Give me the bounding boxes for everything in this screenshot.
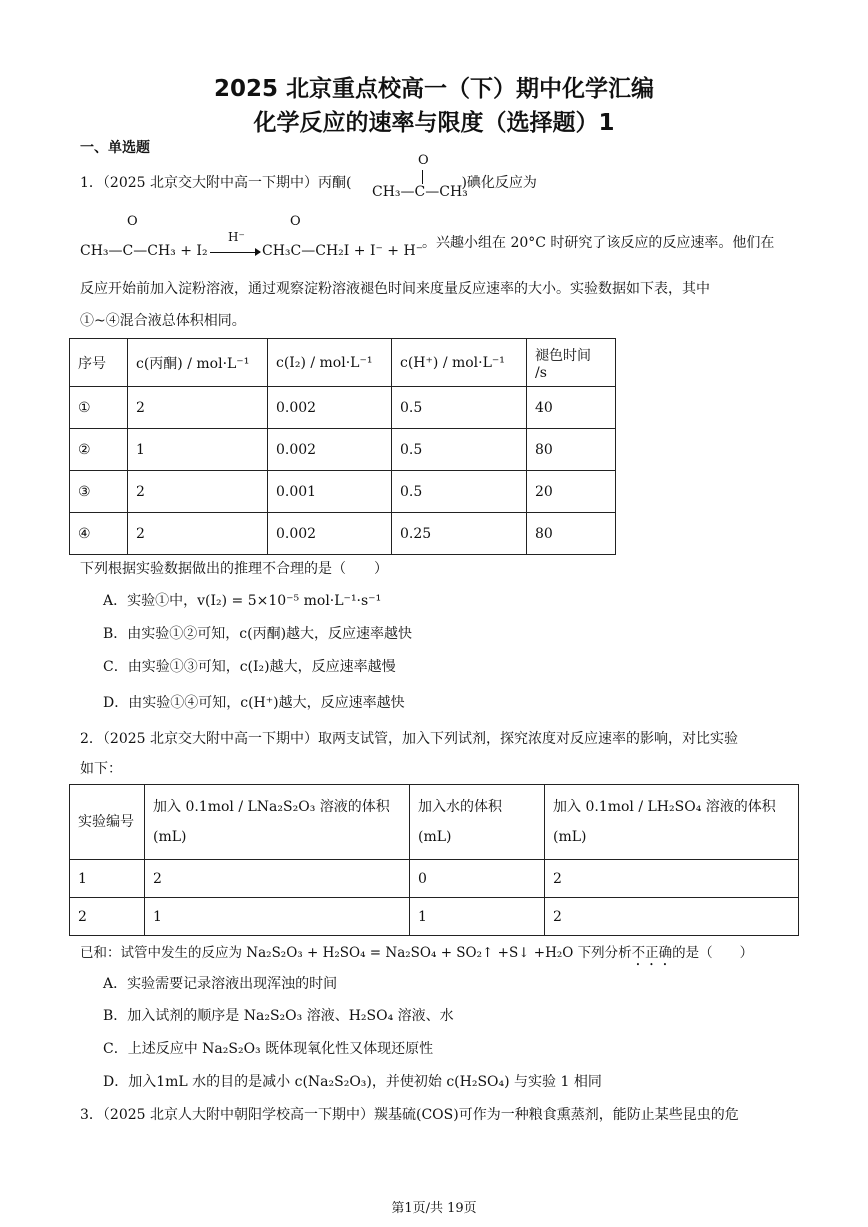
q2-option-c: C．上述反应中 Na₂S₂O₃ 既体现氧化性又体现还原性 [103,1041,434,1057]
table-cell: 0 [410,860,545,898]
q1-text1: 。兴趣小组在 20°C 时研究了该反应的反应速率。他们在 [422,235,775,251]
table-cell: 1 [145,898,410,936]
q3-intro: 3．（2025 北京人大附中朝阳学校高一下期中）羰基硫(COS)可作为一种粮食熏蒸剂，能防止某些昆虫的危 [80,1107,739,1123]
table-cell: ③ [70,471,128,513]
table-row [70,387,616,429]
q2-option-b: B．加入试剂的顺序是 Na₂S₂O₃ 溶液、H₂SO₄ 溶液、水 [103,1008,454,1024]
q1-text3: ①~④混合液总体积相同。 [80,313,246,329]
table-header: c(I₂) / mol·L⁻¹ [268,339,392,387]
q1-option-d: D．由实验①④可知，c(H⁺)越大，反应速率越快 [103,695,405,711]
table-cell: 80 [527,429,616,471]
table-cell: 1 [410,898,545,936]
table-cell: 80 [527,513,616,555]
table-cell: 2 [128,387,268,429]
table-header: c(丙酮) / mol·L⁻¹ [128,339,268,387]
reaction-right: CH₃C—CH₂I + I⁻ + H⁻ [262,243,424,259]
q1-table [69,338,616,555]
table-header: 加入水的体积 (mL) [410,785,545,860]
arrow-head-icon [255,248,261,256]
table-cell: 1 [70,860,145,898]
table-cell: 2 [128,471,268,513]
table-cell: 1 [128,429,268,471]
page-title: 2025 北京重点校高一（下）期中化学汇编 [213,76,655,102]
table-cell: 0.002 [268,429,392,471]
table-cell: 40 [527,387,616,429]
table-cell: 2 [70,898,145,936]
acetone-formula: CH₃—C—CH₃ [372,184,468,200]
reaction-o-right: O [290,214,301,229]
q2-option-d: D．加入1mL 水的目的是减小 c(Na₂S₂O₃)，并使初始 c(H₂SO₄) 与实验 1 相同 [103,1074,602,1090]
acetone-formula-o: O [418,153,429,168]
table-cell: 2 [128,513,268,555]
table-header: 加入 0.1mol / LH₂SO₄ 溶液的体积 (mL) [545,785,799,860]
table-cell: 20 [527,471,616,513]
q2-table [69,784,799,936]
page-subtitle: 化学反应的速率与限度（选择题）1 [253,110,615,136]
page-footer: 第1页/共 19页 [391,1201,477,1216]
q2-option-a: A．实验需要记录溶液出现浑浊的时间 [103,976,338,992]
q2-known: 已和：试管中发生的反应为 Na₂S₂O₃ + H₂SO₄ = Na₂SO₄ + SO₂↑ +S↓ +H₂O 下列分析不正确的是（ ） [80,945,754,961]
table-cell: ② [70,429,128,471]
table-cell: 2 [545,898,799,936]
table-header: c(H⁺) / mol·L⁻¹ [392,339,527,387]
table-cell: 0.001 [268,471,392,513]
section-heading: 一、单选题 [80,140,150,156]
q1-option-b: B．由实验①②可知，c(丙酮)越大，反应速率越快 [103,626,413,642]
table-cell: 0.002 [268,513,392,555]
table-row [70,860,799,898]
table-row [70,471,616,513]
table-cell: 0.5 [392,471,527,513]
table-header: 实验编号 [70,785,145,860]
q1-question: 下列根据实验数据做出的推理不合理的是（ ） [80,561,388,577]
table-cell: ① [70,387,128,429]
reaction-o-left: O [127,214,138,229]
q2-intro-1: 2．（2025 北京交大附中高一下期中）取两支试管，加入下列试剂，探究浓度对反应速率的影响，对比实验 [80,731,738,747]
table-cell: ④ [70,513,128,555]
table-row [70,898,799,936]
reaction-catalyst: H⁻ [228,230,245,244]
table-cell: 0.002 [268,387,392,429]
table-header: 加入 0.1mol / LNa₂S₂O₃ 溶液的体积 (mL) [145,785,410,860]
table-header-row [70,785,799,860]
q1-option-a: A．实验①中，v(I₂) = 5×10⁻⁵ mol·L⁻¹·s⁻¹ [103,593,382,609]
table-row [70,513,616,555]
table-cell: 2 [145,860,410,898]
table-cell: 0.5 [392,429,527,471]
table-cell: 2 [545,860,799,898]
table-header: 褪色时间 /s [527,339,616,387]
table-cell: 0.25 [392,513,527,555]
table-header: 序号 [70,339,128,387]
table-cell: 0.5 [392,387,527,429]
q2-intro-2: 如下： [80,761,122,777]
table-header-row [70,339,616,387]
q1-option-c: C．由实验①③可知，c(I₂)越大，反应速率越慢 [103,659,396,675]
q1-text2: 反应开始前加入淀粉溶液，通过观察淀粉溶液褪色时间来度量反应速率的大小。实验数据如下表，其中 [80,281,710,297]
reaction-arrow-icon [210,252,260,253]
q1-intro: 1．（2025 北京交大附中高一下期中）丙酮( )碘化反应为 [80,175,537,191]
double-bond-mark [422,170,423,184]
table-row [70,429,616,471]
reaction-left: CH₃—C—CH₃ + I₂ [80,243,208,259]
